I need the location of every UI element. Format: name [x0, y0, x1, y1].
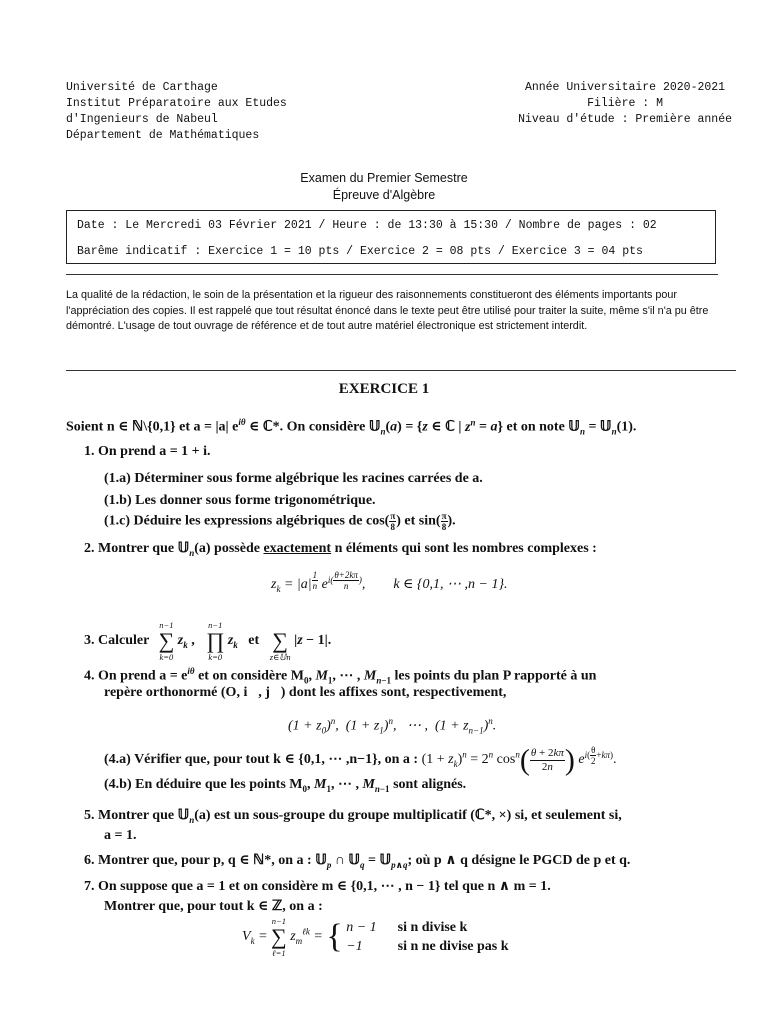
exam-subtitle: Épreuve d'Algèbre — [332, 188, 436, 202]
exam-title-block — [0, 170, 768, 204]
divider — [66, 274, 718, 275]
case-2-value: −1 — [346, 939, 363, 954]
question-7-line2: Montrer que, pour tout k ∈ ℤ, on a : — [104, 899, 323, 914]
case-2-condition: si n ne divise pas k — [397, 939, 509, 954]
institution-block — [66, 80, 287, 144]
formula-points: $(1 + z_0)^n$, $(1 + z_1)^n$, ⋯ , $(1 + z_{n-1})^n$. — [288, 716, 497, 736]
exercise-intro: Soient n ∈ ℕ\{0,1} et a = |a| $e^{i\theta}$ ∈ ℂ*. On considère 𝕌$_n$(a) = {z ∈ ℂ | $z^n = a$} et on note 𝕌$_n$ = 𝕌$_n$(1). — [66, 417, 637, 437]
exam-info-box — [66, 210, 716, 264]
question-5-line2: a = 1. — [104, 828, 137, 843]
academic-year: Année Universitaire 2020-2021 — [524, 81, 726, 94]
formula-vk: $V_k$ = n−1 ∑ ℓ=1 $z_m^{\ell k}$ = { n − 1 si n divise k −1 si n ne divise pas k — [242, 916, 509, 958]
question-2: 2. Montrer que 𝕌$_n$(a) possède exactement n éléments qui sont les nombres complexes : — [84, 541, 597, 558]
exam-notice: La qualité de la rédaction, le soin de la présentation et la rigueur des raisonnements constitueront des éléments importants pour l'appréciation des copies. Il est rappelé que tout résultat énoncé dans le texte peut être utilisé pour traiter la suite, même s'il n'a pu être démontré. L'usage de tout ouvrage de référence et de tout autre matériel électronique est strictement interdit. — [66, 289, 709, 332]
divider — [66, 370, 736, 371]
case-1-condition: si n divise k — [397, 920, 468, 935]
question-4b: (4.b) En déduire que les points $M_0$, $M_1$, ⋯ , $M_{n-1}$ sont alignés. — [104, 777, 467, 794]
question-4: 4. On prend $a = e^{i\theta}$ et on considère $M_0$, $M_1$, ⋯ , $M_{n-1}$ les points du plan P rapporté à un — [84, 666, 597, 686]
question-4a: (4.a) Vérifier que, pour tout k ∈ {0,1, ⋯ ,n−1}, on a : $(1 + z_k)^n = 2^n$ $\cos^n$( $\frac{\theta + 2k\pi}{2n}$ ) $e^{i( \frac{\theta}{2} +k\pi)}$. — [104, 743, 617, 777]
exercise-heading: EXERCICE 1 — [338, 381, 430, 397]
exam-date-line: Date : Le Mercredi 03 Février 2021 / Heure : de 13:30 à 15:30 / Nombre de pages : 02 — [77, 219, 657, 232]
question-1: 1. On prend a = 1 + i. — [84, 444, 211, 459]
grading-line: Barême indicatif : Exercice 1 = 10 pts / Exercice 2 = 08 pts / Exercice 3 = 04 pts — [77, 245, 643, 258]
question-4-line2: repère orthonormé (O, i⃗, j⃗) dont les affixes sont, respectivement, — [104, 685, 507, 700]
track: Filière : M — [587, 97, 663, 110]
institution-line: d'Ingenieurs de Nabeul — [66, 113, 218, 126]
question-5: 5. Montrer que 𝕌$_n$(a) est un sous-groupe du groupe multiplicatif (ℂ*, ×) si, et seulement si, — [84, 808, 622, 825]
formula-zk: $z_k = |a|$ $^{\frac{1}{n}}$ $e^{i( \frac{\theta+2k\pi}{n} )}$, k ∈ {0,1, ⋯ ,n − 1}. — [271, 570, 508, 595]
question-6: 6. Montrer que, pour p, q ∈ ℕ*, on a : 𝕌$_p$ ∩ 𝕌$_q$ = 𝕌$_{p\wedge q}$; où p ∧ q désigne le PGCD de p et q. — [84, 853, 631, 870]
institution-line: Université de Carthage — [66, 81, 218, 94]
institution-line: Département de Mathématiques — [66, 129, 260, 142]
question-1b: (1.b) Les donner sous forme trigonométrique. — [104, 493, 376, 508]
question-1a: (1.a) Déterminer sous forme algébrique les racines carrées de a. — [104, 471, 483, 486]
case-1-value: n − 1 — [346, 920, 377, 935]
study-level: Niveau d'étude : Première année — [518, 113, 732, 126]
question-7: 7. On suppose que a = 1 et on considère m ∈ {0,1, ⋯ , n − 1} tel que n ∧ m = 1. — [84, 879, 551, 894]
question-3: 3. Calculer n−1 ∑ k=0 $z_k$ , n−1 ∏ k=0 $z_k$ et ∑ z∈𝕌n |z − 1|. — [84, 620, 332, 662]
year-info-block — [518, 80, 732, 128]
question-1c: (1.c) Déduire les expressions algébriques de cos( $\frac{\pi}{8}$ ) et sin( $\frac{\pi}{8}$ ). — [104, 511, 456, 532]
exam-title: Examen du Premier Semestre — [300, 171, 468, 185]
institution-line: Institut Préparatoire aux Etudes — [66, 97, 287, 110]
